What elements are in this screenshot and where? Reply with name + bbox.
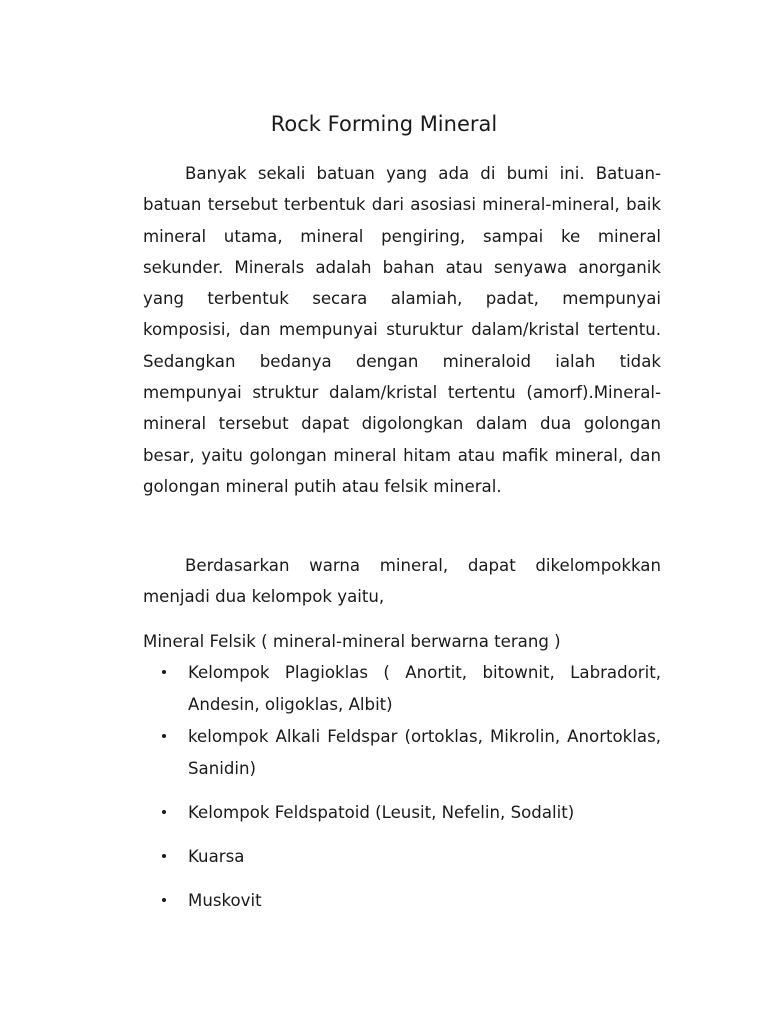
list-item [143,721,661,784]
list-item-text: Kelompok Plagioklas ( Anortit, bitownit, Labradorit, Andesin, oligoklas, Albit) [188,663,661,714]
document-title: Rock Forming Mineral [270,112,498,136]
list-item-text: kelompok Alkali Feldspar (ortoklas, Mikrolin, Anortoklas, Sanidin) [188,727,661,778]
list-item [143,885,661,917]
list-item-text: Muskovit [188,891,262,910]
list-item [143,841,661,873]
intro-paragraph: Banyak sekali batuan yang ada di bumi ini. Batuan-batuan tersebut terbentuk dari asosiasi mineral-mineral, baik mineral utama, mineral pengiring, sampai ke mineral sekunder. Minerals adalah bahan atau senyawa anorganik yang terbentuk secara alamiah, padat, mempunyai komposisi, dan mempunyai sturuktur dalam/kristal tertentu. Sedangkan bedanya dengan mineraloid ialah tidak mempunyai struktur dalam/kristal tertentu (amorf).Mineral-mineral tersebut dapat digolongkan dalam dua golongan besar, yaitu golongan mineral hitam atau mafik mineral, dan golongan mineral putih atau felsik mineral. [143,164,661,496]
bullet-icon [162,810,166,814]
list-item [143,657,661,720]
bullet-icon [162,898,166,902]
bullet-icon [162,734,166,738]
classification-paragraph: Berdasarkan warna mineral, dapat dikelompokkan menjadi dua kelompok yaitu, [143,556,661,607]
list-item-text: Kelompok Feldspatoid (Leusit, Nefelin, Sodalit) [188,803,575,822]
felsic-subheading: Mineral Felsik ( mineral-mineral berwarna terang ) [143,632,561,651]
bullet-icon [162,670,166,674]
list-item-text: Kuarsa [188,847,245,866]
list-item [143,797,661,829]
bullet-icon [162,854,166,858]
